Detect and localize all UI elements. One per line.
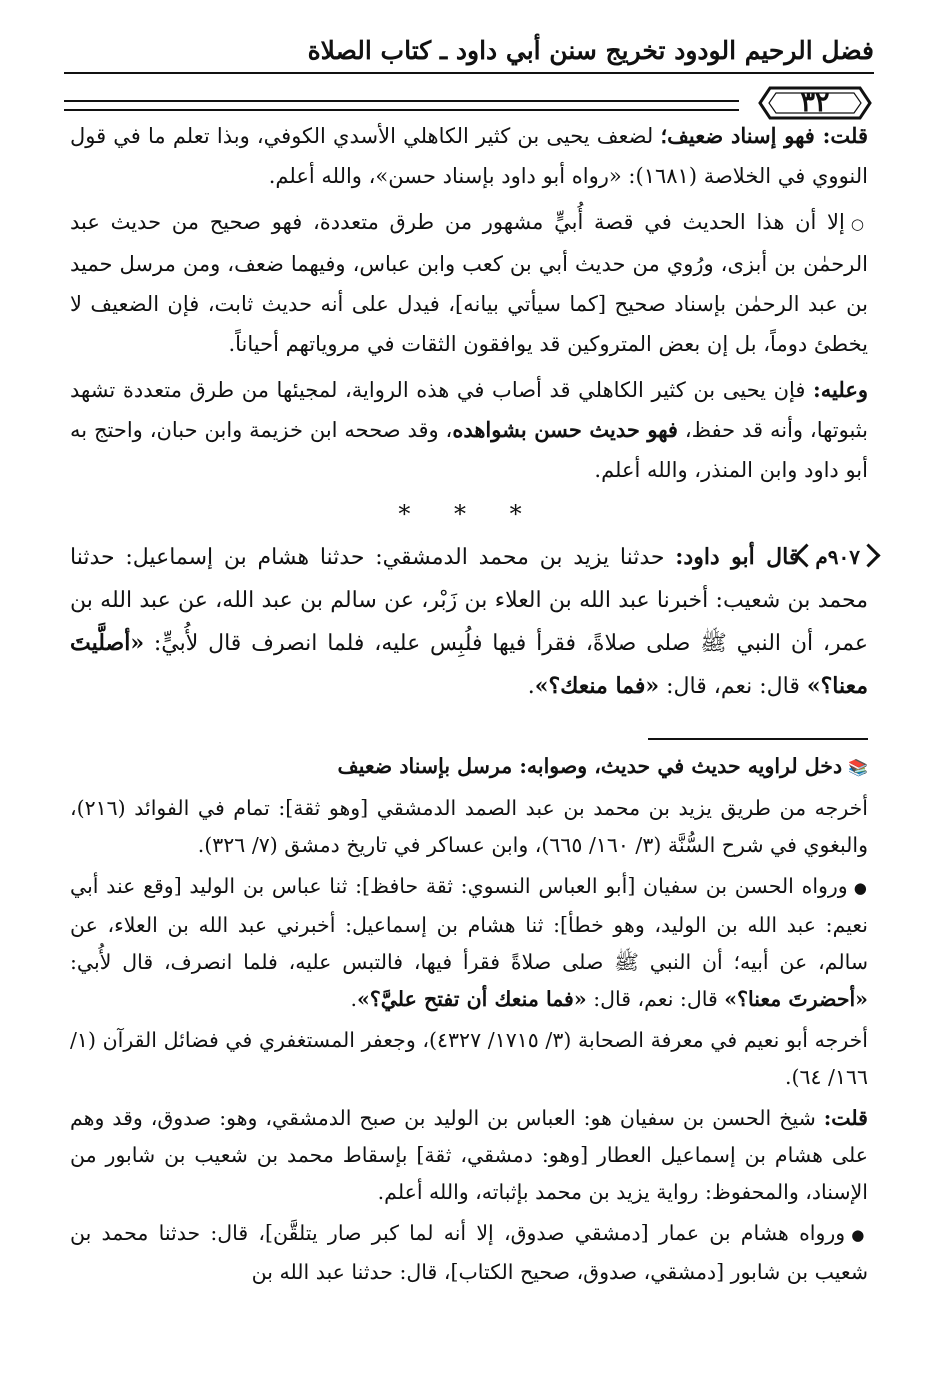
hadith-chain: . — [527, 674, 535, 699]
discussion-paragraph-1 — [70, 116, 868, 196]
takhrij-notes — [70, 748, 868, 1291]
note-paragraph — [70, 1215, 868, 1291]
hadith-quote: «فما منعك؟» — [534, 673, 660, 699]
note-text: شيخ الحسن بن سفيان هو: العباس بن الوليد بن صبح الدمشقي، وهو: صدوق، وقد وهم على هشام بن إسماعيل العطار [وهو: دمشقي، ثقة] بإسقاط محمد بن شعيب بن شابور من الإسناد، والمحفوظ: رواية يزيد بن محمد بإثباته، والله أعلم. — [70, 1106, 868, 1204]
note-quote: «فما منعك أن تفتح عليَّ؟» — [357, 987, 587, 1011]
filled-bullet-icon: ● — [851, 1226, 868, 1244]
section-separator: * * * — [398, 500, 540, 528]
note-paragraph: أخرجه أبو نعيم في معرفة الصحابة (٣/ ١٧١٥/ ٤٣٢٧)، وجعفر المستغفري في فضائل القرآن (١/ ١٦٦/ ٦٤). — [70, 1028, 868, 1089]
paragraph-lead: قلت: فهو إسناد ضعيف؛ — [660, 123, 869, 148]
note-text: . — [350, 987, 358, 1011]
note-paragraph: أخرجه من طريق يزيد بن محمد بن عبد الصمد الدمشقي [وهو ثقة]: تمام في الفوائد (٢١٦)، والبغوي في شرح السُّنَّة (٣/ ١٦٠/ ٦٦٥)، وابن عساكر في تاريخ دمشق (٧/ ٣٢٦). — [70, 796, 868, 857]
book-icon: 📚 — [848, 758, 868, 777]
note-text: ورواه الحسن بن سفيان [أبو العباس النسوي: ثقة حافظ]: ثنا عباس بن الوليد [وقع عند أبي نعيم: عبد الله بن الوليد، وهو خطأ]: ثنا هشام بن إسماعيل: أخبرني عبد الله بن العلاء، عن سالم، عن أبيه؛ أن النبي ﷺ صلى صلاةً فقرأ فيها، فالتبس عليه، فلما انصرف، قال لأُبي: — [70, 874, 868, 974]
circle-bullet-icon: ○ — [850, 215, 868, 233]
filled-bullet-icon: ● — [853, 879, 869, 897]
ruling-bold: فهو حديث حسن بشواهده — [452, 417, 678, 442]
note-quote: «أحضرتَ معنا؟» — [724, 987, 868, 1011]
note-text: ورواه هشام بن عمار [دمشقي صدوق، إلا أنه لما كبر صار يتلقَّن]، قال: حدثنا محمد بن شعيب بن شابور [دمشقي، صدوق، صحيح الكتاب]، قال: حدثنا عبد الله بن — [70, 1221, 868, 1284]
paragraph-text: ، وقد صححه ابن خزيمة وابن حبان، واحتج به أبو داود وابن المنذر، والله أعلم. — [70, 418, 868, 482]
note-lead: قلت: — [823, 1106, 868, 1130]
paragraph-lead: وعليه: — [813, 377, 868, 402]
page-header — [64, 30, 874, 118]
hadith-quote: «أصلَّيتَ معنا؟» — [70, 630, 868, 699]
paragraph-text: إلا أن هذا الحديث في قصة أُبيٍّ مشهور من طرق متعددة، فهو صحيح من حديث عبد الرحمٰن بن أبزى، ورُوي من حديث أبي بن كعب وابن عباس، وفيهما ضعف، ومن مرسل حميد بن عبد الرحمٰن بإسناد صحيح [كما سيأتي بيانه]، فيدل على أنه حديث ثابت، فإن الضعيف لا يخطئ دوماً، بل إن بعض المتروكين قد يوافقون الثقات في مروياتهم أحياناً. — [70, 210, 868, 356]
hadith-chain: قال: نعم، قال: — [659, 674, 807, 699]
hadith-lead: قال أبو داود: — [675, 544, 800, 570]
discussion-paragraph-3 — [70, 370, 868, 490]
note-paragraph — [70, 868, 868, 1018]
paragraph-text: لضعف يحيى بن كثير الكاهلي الأسدي الكوفي، وبذا تعلم ما في قول النووي في الخلاصة (١٦٨١): «رواه أبو داود بإسناد حسن»، والله أعلم. — [70, 124, 868, 188]
running-title: فضل الرحيم الودود تخريج سنن أبي داود ـ كتاب الصلاة — [307, 36, 874, 65]
header-rule — [64, 72, 874, 74]
note-text: قال: نعم، قال: — [586, 987, 725, 1011]
note-paragraph — [70, 1100, 868, 1211]
discussion-paragraph-2 — [70, 202, 868, 364]
notes-heading-text: دخل لراويه حديث في حديث، وصوابه: مرسل بإسناد ضعيف — [337, 754, 843, 778]
notes-heading — [70, 748, 868, 786]
footnote-rule — [648, 738, 868, 740]
page-number: ٣٢ — [800, 87, 830, 118]
hadith-text — [70, 536, 868, 708]
hadith-number: ٩٠٧م — [807, 543, 868, 571]
page-body — [70, 116, 868, 1295]
paragraph-text: فإن يحيى بن كثير الكاهلي قد أصاب في هذه الرواية، لمجيئها من طرق متعددة تشهد بثبوتها، وأنه قد حفظ، — [70, 378, 868, 442]
ornament-double-rule — [64, 100, 739, 111]
hadith-chain: حدثنا يزيد بن محمد الدمشقي: حدثنا هشام بن إسماعيل: حدثنا محمد بن شعيب: أخبرنا عبد الله بن العلاء بن زَبْر، عن سالم بن عبد الله، عن عبد الله بن عمر، أن النبي ﷺ صلى صلاةً، فقرأ فيها فلُبِس عليه، فلما انصرف قال لأُبيٍّ: — [70, 545, 868, 656]
